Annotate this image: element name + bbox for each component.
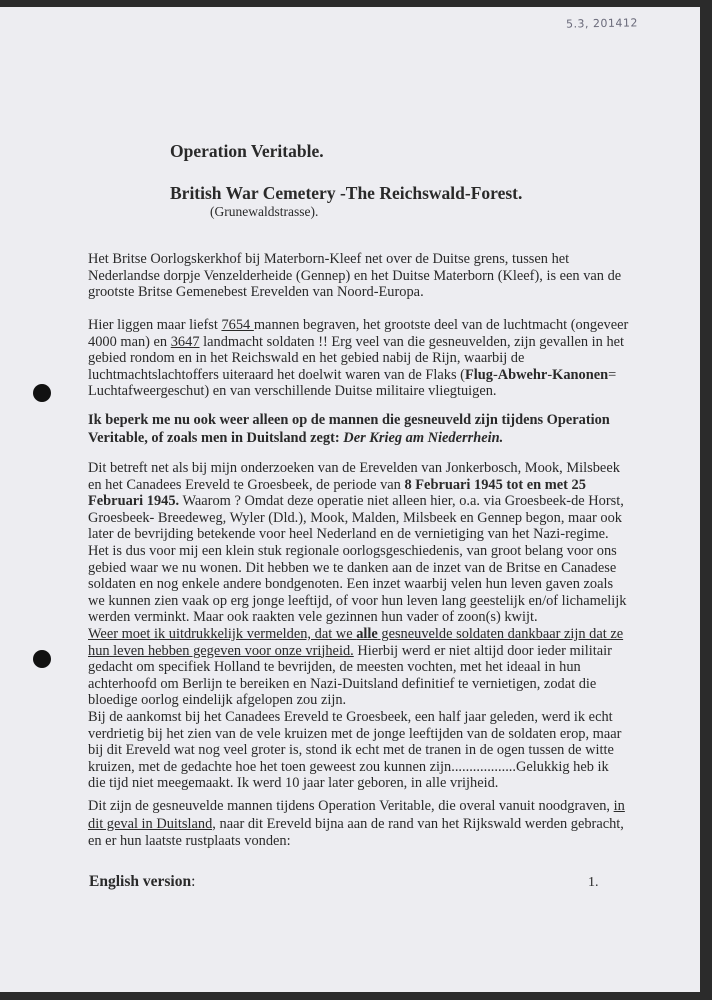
text-line: [88, 526, 648, 543]
text-segment: luchtmachtslachtoffers uiteraard het doelwit waren van de Flaks (: [88, 366, 465, 383]
text-segment: bij dit Ereveld wat nog veel groter is, stond ik echt met de tranen in de ogen tussen de witte: [88, 742, 614, 759]
text-segment: dit geval in Duitsland,: [88, 815, 216, 832]
text-segment: gesneuvelde soldaten dankbaar zijn dat ze: [377, 625, 624, 642]
text-segment: Luchtafweergeschut) en van verschillende Duitse militaire vliegtuigen.: [88, 383, 497, 400]
text-line: [88, 284, 648, 301]
punch-hole-icon: [33, 384, 51, 402]
text-line: [88, 798, 648, 816]
text-line: [88, 726, 648, 743]
text-line: [88, 367, 648, 384]
paragraph: [88, 317, 648, 400]
text-line: [88, 334, 648, 351]
text-segment: -: [547, 366, 553, 383]
text-line: [88, 493, 648, 510]
text-segment: Hier liggen maar liefst: [88, 317, 222, 333]
text-line: [88, 411, 648, 429]
document-subtitle: British War Cemetery -The Reichswald-Forest.: [170, 183, 523, 203]
text-line: [88, 383, 648, 400]
english-version-text: English version: [89, 873, 192, 890]
text-segment: Kanonen: [552, 366, 609, 383]
text-line: [88, 560, 648, 577]
text-segment: Der Krieg am Niederrhein.: [343, 430, 504, 446]
text-line: [88, 833, 648, 851]
text-segment: Weer moet ik uitdrukkelijk vermelden, dat we: [88, 625, 357, 642]
text-segment: Februari 1945.: [88, 493, 180, 510]
text-line: [88, 709, 648, 726]
paragraph: [88, 460, 648, 792]
text-segment: 4000 man) en: [88, 333, 171, 350]
text-segment: Veritable, of zoals men in Duitsland zegt:: [88, 430, 344, 446]
text-segment: Het is dus voor mij een klein stuk regionale oorlogsgeschiedenis, van groot belang voor ons: [88, 542, 617, 559]
text-segment: 8 Februari 1945 tot en met 25: [404, 476, 586, 493]
text-segment: Groesbeek- Breedeweg, Wyler (Dld.), Mook, Malden, Milsbeek en Gennep begon, maar ook: [88, 509, 622, 526]
page-number: 1.: [588, 875, 599, 890]
text-segment: naar dit Ereveld bijna aan de rand van het Rijkswald werden gebracht,: [215, 815, 624, 832]
text-segment: Flug: [464, 366, 493, 383]
punch-hole-icon: [33, 650, 51, 668]
text-segment: -: [492, 366, 498, 383]
text-segment: later de bevrijding betekende voor heel Nederland en de vernietiging van het Nazi-regime.: [88, 526, 609, 543]
text-segment: 3647: [170, 333, 200, 350]
text-segment: Dit betreft net als bij mijn onderzoeken van de Erevelden van Jonkerbosch, Mook, Milsbeek: [88, 460, 620, 476]
text-line: [88, 429, 648, 447]
text-segment: alle: [356, 625, 378, 642]
text-segment: gebied waar we nu wonen. Dit hebben we te danken aan de inzet van de Britse en Canadese: [88, 559, 617, 576]
text-segment: en er hun laatste rustplaats vonden:: [88, 833, 291, 849]
text-line: [88, 593, 648, 610]
text-segment: achterhoofd om Berlijn te bereiken en Nazi-Duitsland definitief te vernietigen, zodat die: [88, 675, 597, 692]
text-line: [88, 626, 648, 643]
text-segment: Abwehr: [497, 366, 548, 383]
text-segment: bloedige oorlog eindelijk afgelopen zou zijn.: [88, 692, 347, 709]
text-line: [88, 477, 648, 494]
text-line: [88, 643, 648, 660]
text-segment: soldaten en nog enkele andere bondgenoten. Een inzet waarbij velen hun leven gaven zoals: [88, 576, 614, 593]
text-line: [88, 350, 648, 367]
text-line: [88, 775, 648, 792]
text-line: [88, 576, 648, 593]
text-line: [88, 676, 648, 693]
text-segment: grootste Britse Gemenebest Erevelden van Noord-Europa.: [88, 284, 424, 301]
text-segment: Hierbij werd er niet altijd door ieder militair: [353, 642, 612, 659]
text-segment: werden verminkt. Maar ook raakten vele gezinnen hun vader of zoon(s) kwijt.: [88, 609, 538, 626]
text-segment: mannen begraven, het grootste deel van de luchtmacht (ongeveer: [253, 317, 629, 333]
text-segment: hun leven hebben gegeven voor onze vrijheid.: [88, 642, 354, 659]
text-segment: gedacht om specifiek Holland te bevrijden, de meesten vochten, met het ideaal in hun: [88, 659, 581, 676]
text-line: [88, 609, 648, 626]
text-segment: =: [608, 366, 617, 383]
text-segment: in: [613, 798, 625, 814]
text-segment: die tijd niet meegemaakt. Ik werd 10 jaar later geboren, in alle vrijheid.: [88, 775, 499, 792]
text-line: [88, 251, 648, 268]
text-segment: Nederlandse dorpje Venzelderheide (Gennep) en het Duitse Materborn (Kleef), is een van de: [88, 267, 622, 284]
text-segment: gebied rondom en in het Reichswald en het gebied nabij de Rijn, waarbij de: [88, 350, 525, 367]
english-version-colon: :: [191, 873, 196, 890]
handwritten-annotation: 5.3, 201412: [565, 16, 639, 31]
text-segment: 7654: [221, 317, 254, 333]
paragraph: [88, 798, 648, 851]
text-line: [88, 659, 648, 676]
paragraph-bold: [88, 411, 648, 447]
text-segment: Bij de aankomst bij het Canadees Ereveld te Groesbeek, een half jaar geleden, werd ik echt: [88, 708, 613, 725]
text-line: [88, 742, 648, 759]
text-line: [88, 543, 648, 560]
text-segment: Ik beperk me nu ook weer alleen op de mannen die gesneuveld zijn tijdens Operation: [88, 412, 610, 428]
text-segment: en het Canadees Ereveld te Groesbeek, de periode van: [88, 476, 405, 493]
text-line: [88, 510, 648, 527]
text-segment: we kunnen zien vaak op erg jonge leeftijd, of voor hun leven lang geestelijk en/of lichamelijk: [88, 592, 627, 609]
text-line: [88, 759, 648, 776]
text-line: [88, 816, 648, 834]
paragraph: [88, 251, 648, 301]
text-segment: Dit zijn de gesneuvelde mannen tijdens Operation Veritable, die overal vanuit noodgraven,: [88, 798, 614, 814]
text-segment: kruizen, met de gedachte hoe het toen geweest zou kunnen zijn..................Gelukkig heb ik: [88, 758, 609, 775]
english-version-label: [89, 873, 195, 891]
text-segment: landmacht soldaten !! Erg veel van die gesneuvelden, zijn gevallen in het: [199, 333, 625, 350]
text-segment: Waarom ? Omdat deze operatie niet alleen hier, o.a. via Groesbeek-de Horst,: [179, 493, 624, 510]
text-segment: Het Britse Oorlogskerkhof bij Materborn-Kleef net over de Duitse grens, tussen het: [88, 251, 570, 267]
text-line: [88, 317, 648, 334]
document-page: [0, 7, 700, 992]
text-line: [88, 268, 648, 285]
street-name: (Grunewaldstrasse).: [210, 204, 319, 219]
text-line: [88, 692, 648, 709]
text-segment: verdrietig bij het zien van de vele kruizen met de jonge leeftijden van de soldaten erop, maar: [88, 725, 622, 742]
text-line: [88, 460, 648, 477]
document-title: Operation Veritable.: [170, 141, 324, 161]
